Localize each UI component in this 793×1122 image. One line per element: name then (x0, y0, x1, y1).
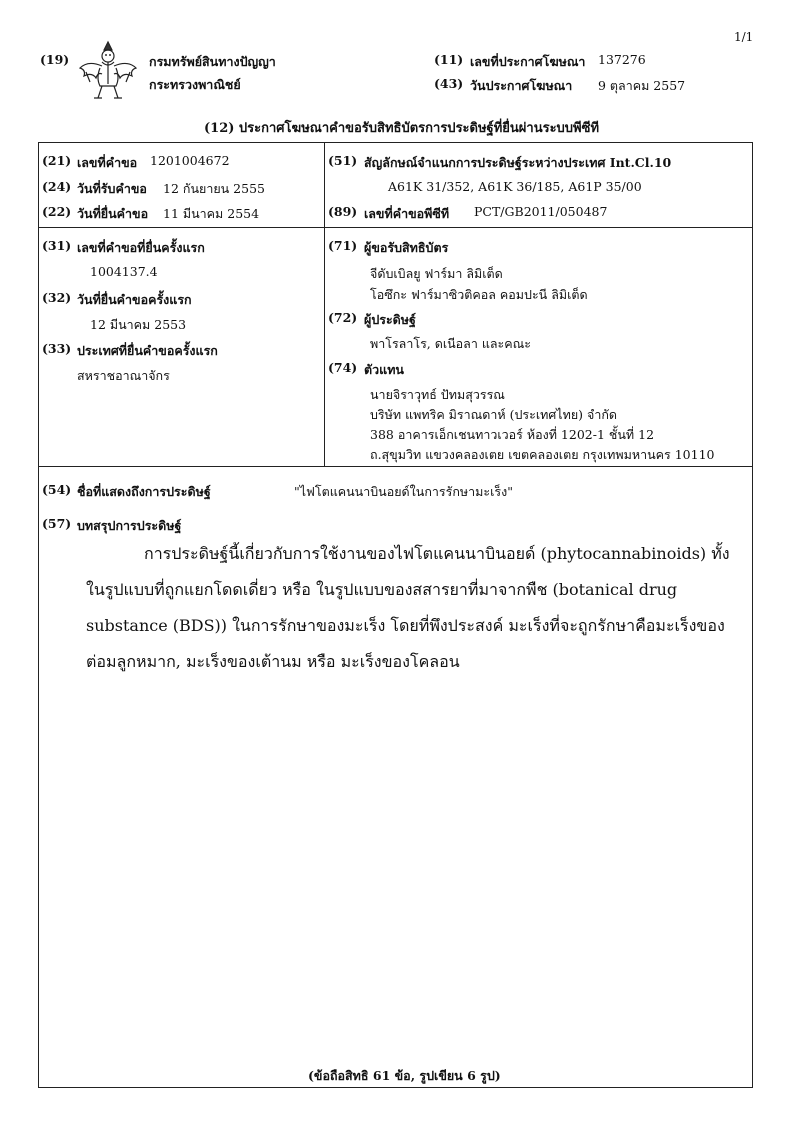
agent-line-3: 388 อาคารเอ็กเชนทาวเวอร์ ห้องที่ 1202-1 ชั้นที่ 12 (370, 427, 655, 442)
app-no-label: เลขที่คำขอ (77, 155, 138, 170)
invention-title-label: ชื่อที่แสดงถึงการประดิษฐ์ (77, 484, 211, 499)
pub-date-value: 9 ตุลาคม 2557 (598, 78, 686, 93)
pct-code: (89) (328, 204, 358, 219)
divider-1 (38, 227, 753, 228)
invention-title-code: (54) (42, 482, 72, 497)
ministry-name: กระทรวงพาณิชย์ (149, 77, 241, 92)
app-no-code: (21) (42, 153, 72, 168)
pct-value: PCT/GB2011/050487 (474, 204, 608, 219)
page-number: 1/1 (734, 30, 754, 44)
invention-title-value: "ไฟโตแคนนาบินอยด์ในการรักษามะเร็ง" (294, 484, 513, 499)
abstract-label: บทสรุปการประดิษฐ์ (77, 518, 182, 533)
app-no-value: 1201004672 (150, 153, 230, 168)
claims-figures-count: (ข้อถือสิทธิ 61 ข้อ, รูปเขียน 6 รูป) (308, 1068, 501, 1083)
filing-date-code: (22) (42, 204, 72, 219)
inventor-value: พาโรลาโร, ดเนีอลา และคณะ (370, 336, 531, 351)
agent-label: ตัวแทน (364, 362, 404, 377)
filing-date-label: วันที่ยื่นคำขอ (77, 206, 149, 221)
prio-no-value: 1004137.4 (90, 264, 158, 279)
applicant-code: (71) (328, 238, 358, 253)
receipt-date-label: วันที่รับคำขอ (77, 181, 147, 196)
pub-date-label: วันประกาศโฆษณา (470, 78, 573, 93)
ipc-value: A61K 31/352, A61K 36/185, A61P 35/00 (388, 179, 642, 194)
filing-date-value: 11 มีนาคม 2554 (163, 206, 260, 221)
applicant-label: ผู้ขอรับสิทธิบัตร (364, 240, 449, 255)
prio-no-label: เลขที่คำขอที่ยื่นครั้งแรก (77, 240, 205, 255)
column-divider (324, 142, 325, 466)
inventor-label: ผู้ประดิษฐ์ (364, 312, 416, 327)
garuda-emblem-icon (76, 38, 140, 104)
pub-no-value: 137276 (598, 52, 646, 67)
abstract-code: (57) (42, 516, 72, 531)
ipc-label: สัญลักษณ์จำแนกการประดิษฐ์ระหว่างประเทศ Int.Cl.10 (364, 155, 672, 170)
abstract-text: การประดิษฐ์นี้เกี่ยวกับการใช้งานของไฟโตแคนนาบินอยด์ (phytocannabinoids) ทั้งในรูปแบบที่ถูกแยกโดดเดี่ยว หรือ ในรูปแบบของสสารยาที่มาจากพืช (botanical drug substance (BDS)) ในการรักษาของมะเร็ง โดยที่พึงประสงค์ มะเร็งที่จะถูกรักษาคือมะเร็งของต่อมลูกหมาก, มะเร็งของเต้านม หรือ มะเร็งของโคลอน (86, 544, 730, 671)
prio-country-value: สหราชอาณาจักร (77, 368, 170, 383)
prio-country-code: (33) (42, 341, 72, 356)
prio-date-value: 12 มีนาคม 2553 (90, 317, 187, 332)
agent-line-2: บริษัท แพทริค มิราณดาห์ (ประเทศไทย) จำกัด (370, 407, 618, 422)
pub-date-code: (43) (434, 76, 464, 91)
department-name: กรมทรัพย์สินทางปัญญา (149, 54, 276, 69)
applicant-2: โอซึกะ ฟาร์มาซิวติคอล คอมปะนี ลิมิเต็ด (370, 287, 588, 302)
inventor-code: (72) (328, 310, 358, 325)
prio-no-code: (31) (42, 238, 72, 253)
agent-line-1: นายจิราวุทธ์ ปัทมสุวรรณ (370, 387, 505, 402)
prio-date-code: (32) (42, 290, 72, 305)
office-code: (19) (40, 52, 70, 67)
receipt-date-value: 12 กันยายน 2555 (163, 181, 265, 196)
document-title: (12) ประกาศโฆษณาคำขอรับสิทธิบัตรการประดิษฐ์ที่ยื่นผ่านระบบพีซีที (204, 121, 600, 136)
pub-no-code: (11) (434, 52, 464, 67)
ipc-code: (51) (328, 153, 358, 168)
pub-no-label: เลขที่ประกาศโฆษณา (470, 54, 586, 69)
divider-2 (38, 466, 753, 467)
prio-country-label: ประเทศที่ยื่นคำขอครั้งแรก (77, 343, 218, 358)
prio-date-label: วันที่ยื่นคำขอครั้งแรก (77, 292, 192, 307)
agent-code: (74) (328, 360, 358, 375)
agent-line-4: ถ.สุขุมวิท แขวงคลองเตย เขตคลองเตย กรุงเทพมหานคร 10110 (370, 447, 715, 462)
receipt-date-code: (24) (42, 179, 72, 194)
applicant-1: จีดับเบิลยู ฟาร์มา ลิมิเต็ด (370, 266, 503, 281)
pct-label: เลขที่คำขอพีซีที (364, 206, 450, 221)
